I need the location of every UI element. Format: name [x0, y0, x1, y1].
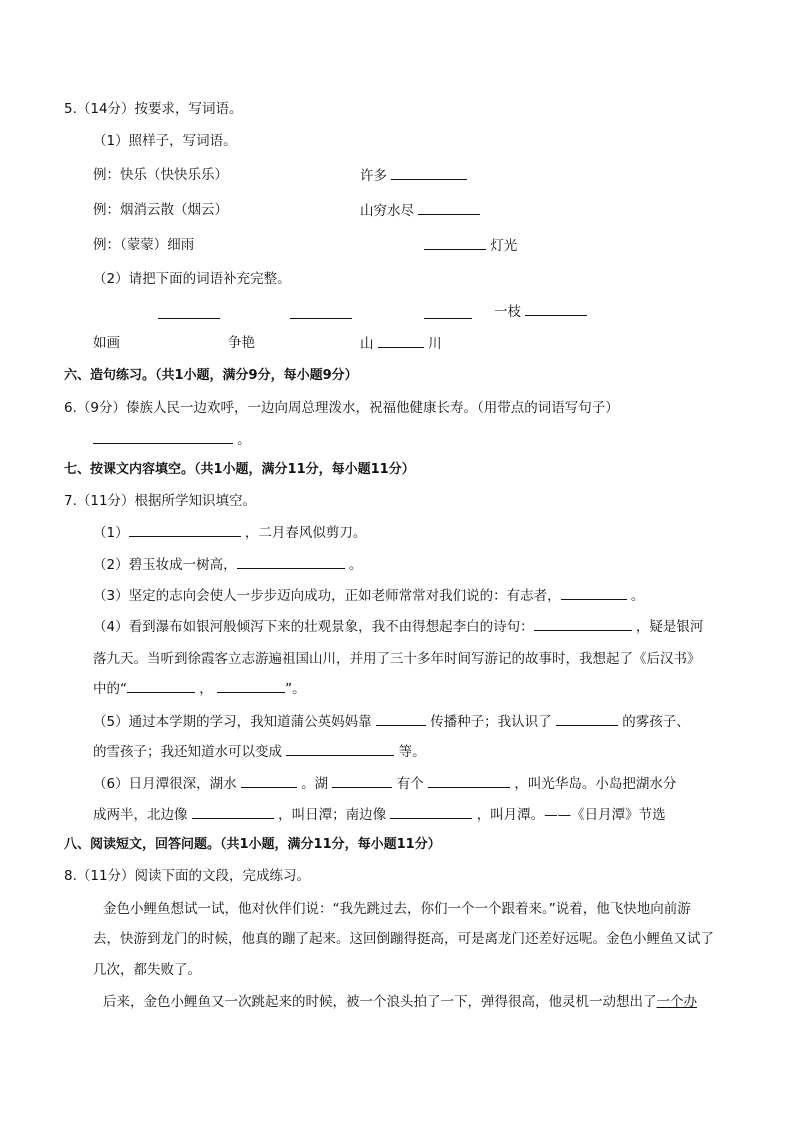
q7-line-4-cont: 落九天。当听到徐霞客立志游遍祖国山川，并用了三十多年时间写游记的故事时，我想起了《后汉书》 — [93, 651, 701, 667]
q7-header: 7.（11分）根据所学知识填空。 — [64, 493, 257, 509]
q5-item-shanqiong: 山穷水尽 — [360, 201, 480, 220]
section-7-title: 七、按课文内容填空。（共1小题，满分11分，每小题11分） — [64, 462, 415, 477]
q7-line-1: （1） ，二月春风似剪刀。 — [93, 525, 367, 541]
word-zhengyan: 争艳 — [228, 335, 255, 351]
blank-q7-5b[interactable] — [556, 712, 618, 726]
blank-yizhi[interactable] — [525, 302, 587, 316]
blank-q7-4a[interactable] — [534, 617, 632, 631]
blank-q7-4c[interactable] — [217, 679, 285, 693]
blank-q6[interactable] — [93, 430, 233, 444]
blank-q7-4b[interactable] — [127, 679, 195, 693]
q5-item-xuduo: 许多 — [360, 166, 467, 185]
blank-q7-3[interactable] — [561, 586, 627, 600]
underlined-phrase: 一个办 — [656, 994, 697, 1010]
q5-part2: （2）请把下面的词语补充完整。 — [93, 271, 291, 287]
q5-item-yizhi: 一枝 — [494, 302, 587, 321]
q8-paragraph-2-line-1: 后来，金色小鲤鱼又一次跳起来的时候，被一个浪头拍了一下，弹得很高，他灵机一动想出了一个办 — [103, 994, 697, 1010]
q8-paragraph-1-line-2: 去，快游到龙门的时候，他真的蹦了起来。这回倒蹦得挺高，可是离龙门还差好远呢。金色小鲤鱼又试了 — [93, 931, 714, 947]
q5-item-dengguang: 灯光 — [424, 236, 517, 255]
q5-example-1: 例：快乐（快快乐乐） — [93, 167, 228, 183]
blank-q7-1[interactable] — [129, 523, 241, 537]
blank-shan-chuan[interactable] — [378, 334, 424, 348]
blank-phrase-3[interactable] — [424, 305, 472, 319]
q6-answer-line: 。 — [93, 430, 251, 449]
blank-q7-2[interactable] — [237, 555, 345, 569]
blank-xuduo[interactable] — [391, 166, 467, 180]
section-6-title: 六、造句练习。（共1小题，满分9分，每小题9分） — [64, 368, 358, 383]
q8-header: 8.（11分）阅读下面的文段，完成练习。 — [64, 868, 311, 884]
blank-shanqiong[interactable] — [418, 201, 480, 215]
word-shan-chuan: 山 川 — [360, 336, 442, 352]
q7-line-5-cont: 的雪孩子；我还知道水可以变成 等。 — [93, 744, 426, 760]
blank-zhengyan[interactable] — [290, 305, 352, 319]
q7-line-4-quote: 中的“ ， ”。 — [93, 681, 306, 697]
blank-q7-6b[interactable] — [332, 774, 392, 788]
q8-paragraph-1-line-1: 金色小鲤鱼想试一试，他对伙伴们说：“我先跳过去，你们一个一个跟着来。”说着，他飞快地向前游 — [103, 901, 691, 917]
blank-q7-6e[interactable] — [390, 805, 472, 819]
q7-line-6: （6）日月潭很深，湖水 。湖 有个 ，叫光华岛。小岛把湖水分 — [93, 776, 677, 792]
q5-example-2: 例：烟消云散（烟云） — [93, 202, 228, 218]
q6-text: 6.（9分）傣族人民一边欢呼，一边向周总理泼水，祝福他健康长寿。（用带点的词语写句子） — [64, 400, 619, 416]
blank-q7-6a[interactable] — [241, 774, 297, 788]
blank-q7-5c[interactable] — [286, 742, 394, 756]
word-ruhua: 如画 — [93, 335, 120, 351]
blank-q7-5a[interactable] — [376, 712, 426, 726]
blank-q7-6d[interactable] — [192, 805, 274, 819]
blank-ruhua[interactable] — [158, 305, 220, 319]
blank-dengguang[interactable] — [424, 236, 486, 250]
blank-q7-6c[interactable] — [428, 774, 510, 788]
q7-line-5: （5）通过本学期的学习，我知道蒲公英妈妈靠 传播种子；我认识了 的雾孩子、 — [93, 714, 690, 730]
q7-line-3: （3）坚定的志向会使人一步步迈向成功，正如老师常常对我们说的：有志者， 。 — [93, 588, 645, 604]
q7-line-4: （4）看到瀑布如银河般倾泻下来的壮观景象，我不由得想起李白的诗句： ，疑是银河 — [93, 619, 704, 635]
q7-line-2: （2）碧玉妆成一树高， 。 — [93, 557, 363, 573]
q5-header: 5.（14分）按要求，写词语。 — [64, 101, 243, 117]
q5-part1: （1）照样子，写词语。 — [93, 133, 237, 149]
q5-example-3: 例：（蒙蒙）细雨 — [93, 237, 195, 253]
section-8-title: 八、阅读短文，回答问题。（共1小题，满分11分，每小题11分） — [64, 837, 441, 852]
q7-line-6-cont: 成两半，北边像 ，叫日潭；南边像 ，叫月潭。——《日月潭》节选 — [93, 807, 666, 823]
q8-paragraph-1-line-3: 几次，都失败了。 — [93, 962, 201, 978]
